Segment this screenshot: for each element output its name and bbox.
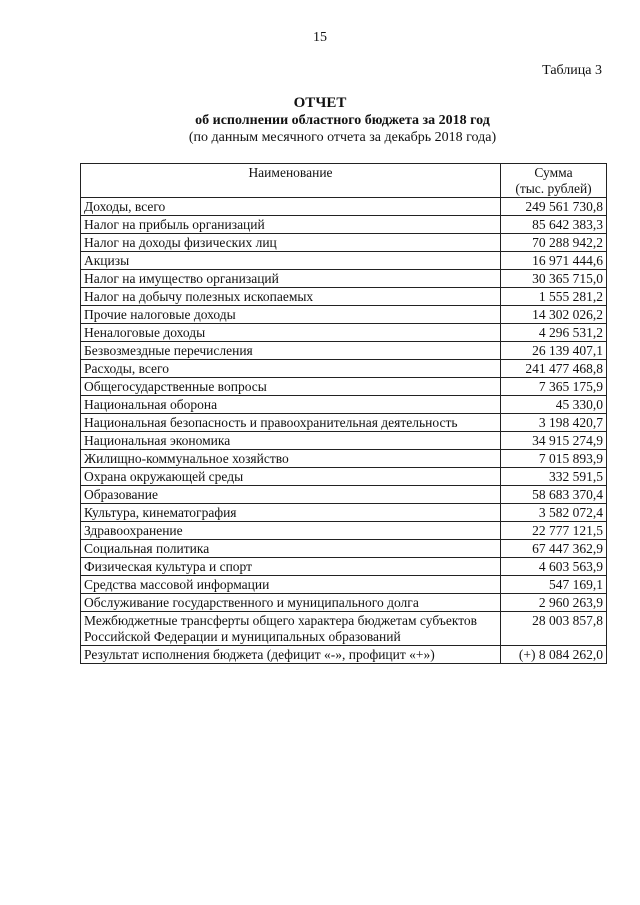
row-amount: 547 169,1 (501, 576, 607, 594)
row-name: Национальная экономика (81, 432, 501, 450)
table-row (81, 216, 607, 234)
table-row (81, 486, 607, 504)
report-subtitle: об исполнении областного бюджета за 2018 год (195, 113, 490, 128)
row-amount: 2 960 263,9 (501, 594, 607, 612)
table-row (81, 270, 607, 288)
row-amount: 7 015 893,9 (501, 450, 607, 468)
row-name: Общегосударственные вопросы (81, 378, 501, 396)
row-amount: 26 139 407,1 (501, 342, 607, 360)
budget-report-table (80, 163, 607, 664)
row-name: Прочие налоговые доходы (81, 306, 501, 324)
row-name: Налог на имущество организаций (81, 270, 501, 288)
row-amount: 332 591,5 (501, 468, 607, 486)
row-amount: 28 003 857,8 (501, 612, 607, 646)
row-amount: 1 555 281,2 (501, 288, 607, 306)
row-amount: 16 971 444,6 (501, 252, 607, 270)
table-row (81, 342, 607, 360)
table-row (81, 540, 607, 558)
table-row (81, 414, 607, 432)
row-amount: 3 198 420,7 (501, 414, 607, 432)
row-amount: 85 642 383,3 (501, 216, 607, 234)
table-row (81, 306, 607, 324)
row-name: Налог на прибыль организаций (81, 216, 501, 234)
row-name: Охрана окружающей среды (81, 468, 501, 486)
table-row (81, 594, 607, 612)
row-name: Налог на доходы физических лиц (81, 234, 501, 252)
row-amount: 14 302 026,2 (501, 306, 607, 324)
row-amount: 4 296 531,2 (501, 324, 607, 342)
table-row (81, 576, 607, 594)
row-amount: 249 561 730,8 (501, 198, 607, 216)
row-name: Результат исполнения бюджета (дефицит «-», профицит «+») (81, 646, 501, 664)
column-header-name: Наименование (81, 164, 501, 198)
table-row (81, 198, 607, 216)
row-name: Акцизы (81, 252, 501, 270)
table-row (81, 360, 607, 378)
table-row (81, 324, 607, 342)
row-amount: 58 683 370,4 (501, 486, 607, 504)
row-name: Безвозмездные перечисления (81, 342, 501, 360)
row-name: Жилищно-коммунальное хозяйство (81, 450, 501, 468)
row-name: Образование (81, 486, 501, 504)
row-name: Национальная оборона (81, 396, 501, 414)
table-row (81, 252, 607, 270)
row-name: Доходы, всего (81, 198, 501, 216)
row-amount: 67 447 362,9 (501, 540, 607, 558)
table-row (81, 522, 607, 540)
row-amount: 45 330,0 (501, 396, 607, 414)
table-row (81, 612, 607, 646)
row-amount: 22 777 121,5 (501, 522, 607, 540)
row-name: Расходы, всего (81, 360, 501, 378)
report-title: ОТЧЕТ (293, 95, 347, 111)
page-number: 15 (313, 30, 327, 45)
row-name: Межбюджетные трансферты общего характера бюджетам субъектов Российской Федерации и муниципальных образований (81, 612, 501, 646)
column-header-sum (501, 164, 607, 198)
table-row (81, 558, 607, 576)
row-amount: 30 365 715,0 (501, 270, 607, 288)
table-label: Таблица 3 (542, 63, 602, 78)
row-name: Обслуживание государственного и муниципального долга (81, 594, 501, 612)
row-name: Здравоохранение (81, 522, 501, 540)
table-row (81, 432, 607, 450)
table-row (81, 396, 607, 414)
table-row (81, 288, 607, 306)
table-row (81, 378, 607, 396)
report-period: (по данным месячного отчета за декабрь 2018 года) (188, 130, 497, 145)
table-row (81, 450, 607, 468)
row-name: Национальная безопасность и правоохранительная деятельность (81, 414, 501, 432)
table-body (81, 198, 607, 664)
row-name: Неналоговые доходы (81, 324, 501, 342)
table-row (81, 646, 607, 664)
row-name: Налог на добычу полезных ископаемых (81, 288, 501, 306)
column-header-sum-unit: (тыс. рублей) (515, 181, 592, 196)
row-amount: 70 288 942,2 (501, 234, 607, 252)
row-amount: 7 365 175,9 (501, 378, 607, 396)
row-amount: (+) 8 084 262,0 (501, 646, 607, 664)
column-header-sum-label: Сумма (534, 165, 573, 180)
row-amount: 241 477 468,8 (501, 360, 607, 378)
row-name: Культура, кинематография (81, 504, 501, 522)
row-name: Социальная политика (81, 540, 501, 558)
table-row (81, 468, 607, 486)
row-amount: 34 915 274,9 (501, 432, 607, 450)
row-name: Средства массовой информации (81, 576, 501, 594)
row-name: Физическая культура и спорт (81, 558, 501, 576)
table-row (81, 234, 607, 252)
row-amount: 4 603 563,9 (501, 558, 607, 576)
table-row (81, 504, 607, 522)
table-header-row (81, 164, 607, 198)
row-amount: 3 582 072,4 (501, 504, 607, 522)
